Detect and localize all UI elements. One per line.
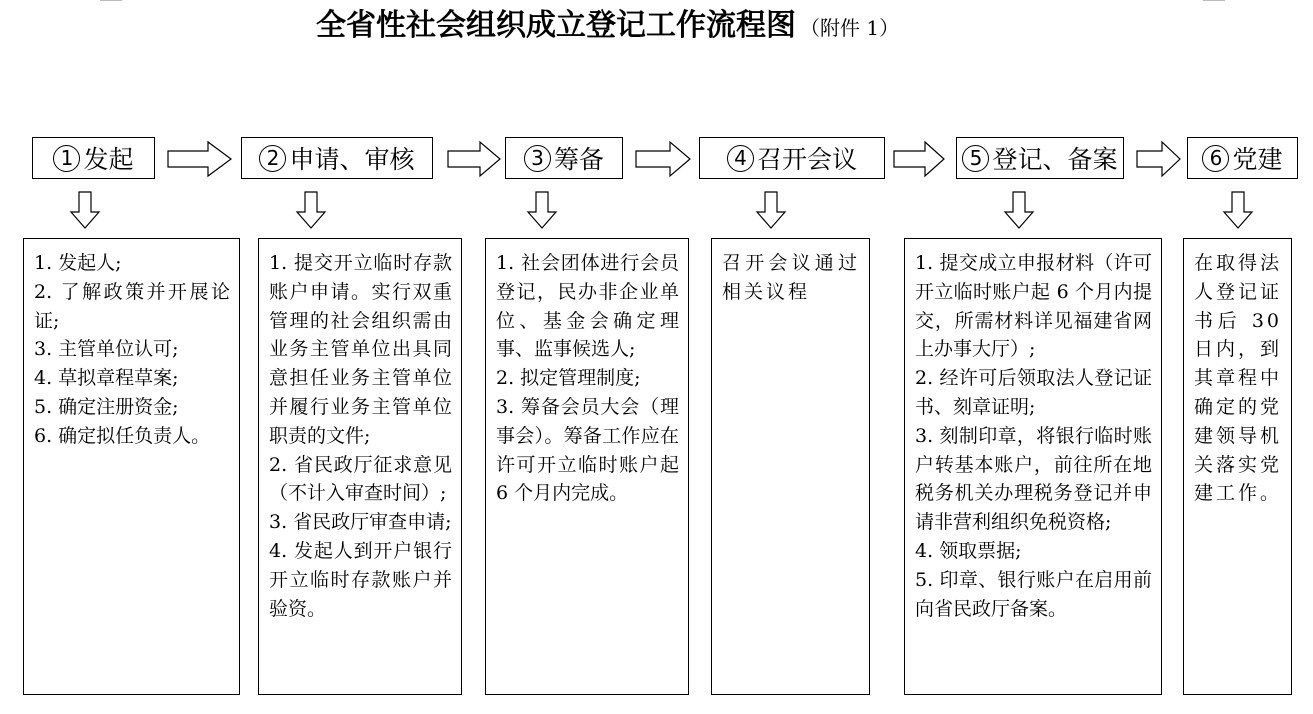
down-arrow-icon <box>528 192 556 228</box>
step-3-item: 3. 筹备会员大会（理事会）。筹备工作应在许可开立临时账户起 6 个月内完成。 <box>496 395 679 505</box>
down-arrow-icon <box>1005 192 1033 228</box>
step-1-item: 2. 了解政策并开展论证; <box>34 280 230 332</box>
step-3-number: 3 <box>524 145 551 172</box>
step-6-label: 党建 <box>1232 145 1283 174</box>
step-1-item: 6. 确定拟任负责人。 <box>34 424 211 447</box>
step-4-label: 召开会议 <box>756 145 857 174</box>
step-5-item: 4. 领取票据; <box>915 539 1022 562</box>
right-arrow-icon <box>636 142 690 176</box>
down-arrow-icon <box>1224 192 1252 228</box>
right-arrow-icon <box>894 142 944 176</box>
step-1-label: 发起 <box>83 145 134 174</box>
step-5-item: 3. 刻制印章，将银行临时账户转基本账户，前往所在地税务机关办理税务登记并申请非营利组织免税资格; <box>915 424 1152 534</box>
step-6-details <box>1183 238 1292 695</box>
step-5-number: 5 <box>962 145 989 172</box>
step-6-item: 在取得法人登记证书后 30 日内，到其章程中确定的党建领导机关落实党建工作。 <box>1194 252 1283 505</box>
step-1-item: 5. 确定注册资金; <box>34 395 179 418</box>
step-6-number: 6 <box>1202 145 1229 172</box>
down-arrow-icon <box>71 192 99 228</box>
step-4-details <box>711 238 870 695</box>
step-1-item: 4. 草拟章程草案; <box>34 367 179 390</box>
right-arrow-icon <box>448 142 500 176</box>
step-4-item: 召开会议通过相关议程 <box>722 252 860 303</box>
step-3-label: 筹备 <box>553 145 604 174</box>
step-5-item: 1. 提交成立申报材料（许可开立临时账户起 6 个月内提交，所需材料详见福建省网上办事大厅）; <box>915 252 1152 361</box>
down-arrow-icon <box>297 192 325 228</box>
down-arrow-icon <box>757 192 785 228</box>
step-5-label: 登记、备案 <box>992 145 1118 174</box>
step-5-details <box>904 238 1162 695</box>
step-5-item: 2. 经许可后领取法人登记证书、刻章证明; <box>915 367 1152 418</box>
step-5-item: 5. 印章、银行账户在启用前向省民政厅备案。 <box>915 568 1152 620</box>
step-1-item: 3. 主管单位认可; <box>34 338 179 361</box>
step-1-number: 1 <box>53 145 80 172</box>
step-1-details <box>23 238 240 695</box>
title-text: 全省性社会组织成立登记工作流程图 <box>316 8 796 43</box>
step-2-item: 2. 省民政厅征求意见（不计入审查时间）; <box>269 453 452 505</box>
step-3-details <box>485 238 689 695</box>
step-4-number: 4 <box>727 145 754 172</box>
step-1-item: 1. 发起人; <box>34 252 122 274</box>
step-2-details <box>258 238 462 695</box>
step-3-item: 1. 社会团体进行会员登记，民办非企业单位、基金会确定理事、监事候选人; <box>496 252 679 361</box>
step-2-item: 3. 省民政厅审查申请; <box>269 511 452 534</box>
page-subtitle: （附件 1） <box>800 16 900 40</box>
step-2-item: 4. 发起人到开户银行开立临时存款账户并验资。 <box>269 539 452 620</box>
step-2-item: 1. 提交开立临时存款账户申请。实行双重管理的社会组织需由业务主管单位出具同意担任业务主管单位并履行业务主管单位职责的文件; <box>269 252 452 447</box>
step-2-number: 2 <box>259 145 286 172</box>
step-2-label: 申请、审核 <box>289 145 415 174</box>
step-3-item: 2. 拟定管理制度; <box>496 367 641 390</box>
right-arrow-icon <box>1137 142 1180 176</box>
right-arrow-icon <box>168 142 231 176</box>
